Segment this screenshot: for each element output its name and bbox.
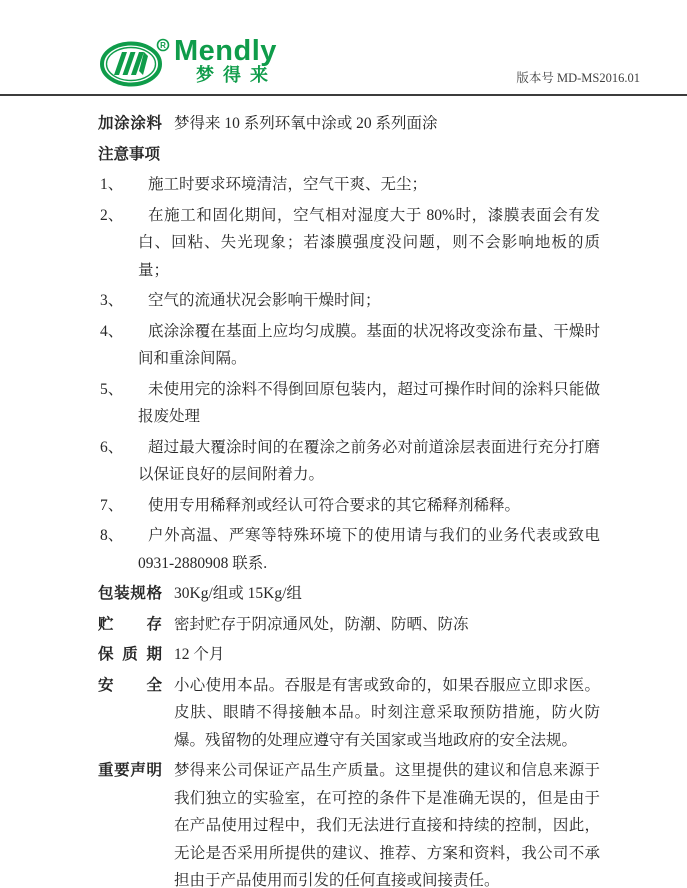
note-item bbox=[98, 434, 600, 489]
note-text: 底涂涂覆在基面上应均匀成膜。基面的状况将改变涂布量、干燥时间和重涂间隔。 bbox=[138, 322, 600, 367]
field-value: 密封贮存于阴凉通风处，防潮、防晒、防冻 bbox=[174, 615, 469, 633]
field-value: 30Kg/组或 15Kg/组 bbox=[174, 585, 302, 602]
note-item bbox=[98, 171, 600, 199]
note-number: 4、 bbox=[100, 322, 124, 340]
page-header bbox=[0, 0, 687, 94]
field-value: 小心使用本品。吞服是有害或致命的，如果吞服应立即求医。皮肤、眼睛不得接触本品。时刻注意采取预防措施，防火防爆。残留物的处理应遵守有关国家或当地政府的安全法规。 bbox=[174, 676, 600, 749]
field-row-shelf-life bbox=[98, 641, 600, 669]
note-number: 3、 bbox=[100, 292, 124, 309]
note-number: 5、 bbox=[100, 380, 124, 398]
note-text: 使用专用稀释剂或经认可符合要求的其它稀释剂稀释。 bbox=[148, 496, 521, 514]
note-text: 未使用完的涂料不得倒回原包装内，超过可操作时间的涂料只能做报废处理 bbox=[138, 380, 600, 425]
note-text: 施工时要求环境清洁，空气干爽、无尘； bbox=[148, 176, 428, 193]
svg-text:R: R bbox=[160, 41, 166, 51]
note-text: 户外高温、严寒等特殊环境下的使用请与我们的业务代表或致电 0931-2880908 联系. bbox=[138, 527, 600, 572]
note-item bbox=[98, 376, 600, 431]
note-text: 在施工和固化期间，空气相对湿度大于 80%时，漆膜表面会有发白、回粘、失光现象；若漆膜强度没问题，则不会影响地板的质量； bbox=[138, 206, 600, 279]
mendly-logo-icon bbox=[100, 36, 172, 88]
field-row-topcoat bbox=[98, 110, 600, 138]
brand-logo bbox=[100, 36, 277, 88]
brand-text bbox=[174, 35, 277, 85]
document-body bbox=[0, 96, 687, 888]
field-label: 贮存 bbox=[98, 615, 162, 633]
note-item bbox=[98, 492, 600, 520]
note-number: 7、 bbox=[100, 496, 124, 514]
field-label: 安全 bbox=[98, 676, 162, 694]
note-item bbox=[98, 202, 600, 285]
version-number: 版本号 MD-MS2016.01 bbox=[516, 71, 640, 85]
field-row-packaging bbox=[98, 580, 600, 608]
field-label: 重要声明 bbox=[98, 762, 162, 779]
field-label: 包装规格 bbox=[98, 585, 162, 602]
field-label: 加涂涂料 bbox=[98, 115, 162, 132]
note-number: 1、 bbox=[100, 176, 124, 193]
note-number: 8、 bbox=[100, 527, 124, 544]
notes-list bbox=[98, 171, 600, 577]
note-text: 空气的流通状况会影响干燥时间； bbox=[148, 292, 381, 309]
field-value: 12 个月 bbox=[174, 646, 225, 663]
field-row-safety bbox=[98, 672, 600, 755]
note-number: 2、 bbox=[100, 206, 124, 224]
notes-heading: 注意事项 bbox=[98, 145, 161, 163]
note-item bbox=[98, 287, 600, 315]
note-number: 6、 bbox=[100, 438, 124, 456]
field-row-storage bbox=[98, 611, 600, 639]
field-row-disclaimer bbox=[98, 757, 600, 888]
field-label: 保质期 bbox=[98, 646, 162, 663]
note-text: 超过最大覆涂时间的在覆涂之前务必对前道涂层表面进行充分打磨以保证良好的层间附着力。 bbox=[138, 438, 600, 483]
field-value: 梦得来 10 系列环氧中涂或 20 系列面涂 bbox=[174, 115, 438, 132]
brand-wordmark: Mendly bbox=[174, 35, 277, 67]
note-item bbox=[98, 318, 600, 373]
brand-cjk-name: 梦得来 bbox=[196, 65, 277, 85]
field-value: 梦得来公司保证产品生产质量。这里提供的建议和信息来源于我们独立的实验室，在可控的条件下是准确无误的，但是由于在产品使用过程中，我们无法进行直接和持续的控制，因此，无论是否采用所提供的建议、推荐、方案和资料，我公司不承担由于产品使用而引发的任何直接或间接责任。 bbox=[174, 762, 600, 888]
note-item bbox=[98, 522, 600, 577]
